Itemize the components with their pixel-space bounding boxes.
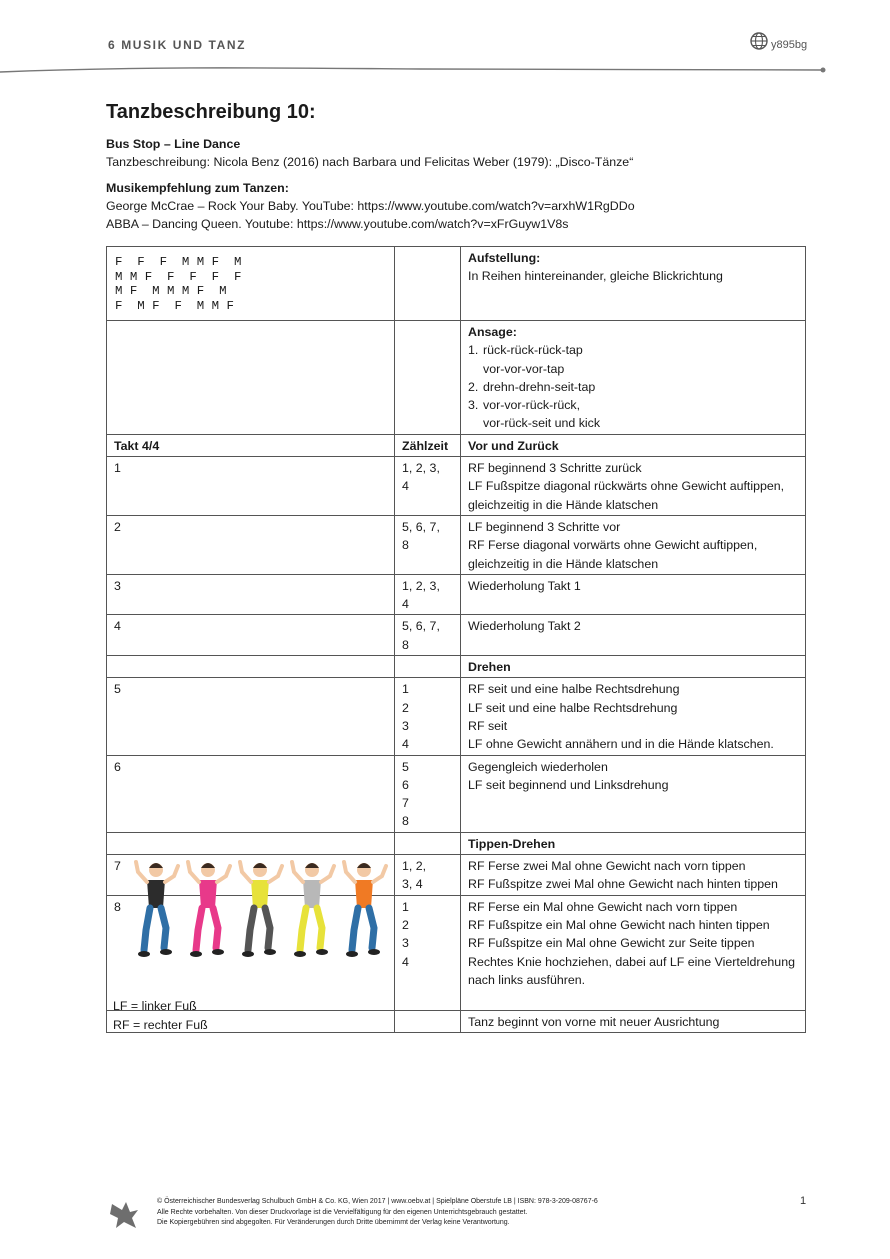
final-note: Tanz beginnt von vorne mit neuer Ausrichtung <box>461 1010 806 1032</box>
section-row <box>107 832 806 854</box>
dancer-part <box>161 908 166 948</box>
dancer-part <box>346 951 358 957</box>
table-row <box>107 755 806 832</box>
description-line: gleichzeitig in die Hände klatschen <box>468 497 659 512</box>
dancer-part <box>212 949 224 955</box>
footer-line: Alle Rechte vorbehalten. Von dieser Druckvorlage ist die Vervielfältigung für den eigenen Unterrichtsgebrauch gestattet. <box>157 1208 528 1216</box>
description-line: RF Fußspitze ein Mal ohne Gewicht nach hinten tippen <box>468 917 770 932</box>
count-line: 1, 2, <box>402 859 427 874</box>
count-line: 1 <box>402 899 409 914</box>
count-cell <box>395 855 461 896</box>
description-line: RF Fußspitze zwei Mal ohne Gewicht nach hinten tippen <box>468 877 778 892</box>
section-row <box>107 656 806 678</box>
description-line: RF seit und eine halbe Rechtsdrehung <box>468 682 680 697</box>
dancer-part <box>149 863 163 868</box>
list-text: rück-rück-rück-tap <box>483 343 583 358</box>
list-text: vor-vor-vor-tap <box>483 361 565 376</box>
setup-text: In Reihen hintereinander, gleiche Blickrichtung <box>468 269 723 284</box>
list-number: 3. <box>468 398 479 413</box>
description-line: gleichzeitig in die Hände klatschen <box>468 556 659 571</box>
table-section-2 <box>107 678 806 832</box>
count-line: 4 <box>402 737 409 752</box>
takt-cell: 4 <box>107 615 395 656</box>
dancer-part <box>136 862 147 882</box>
music-label: Musikempfehlung zum Tanzen: <box>106 181 289 195</box>
count-line: 5, 6, 7, <box>402 619 440 634</box>
description-cell <box>461 855 806 896</box>
description-line: LF beginnend 3 Schritte vor <box>468 519 621 534</box>
dancer-part <box>188 862 199 882</box>
formation-line: F M F F M M F <box>115 298 234 313</box>
count-line: 4 <box>402 479 409 494</box>
formation-line: F F F M M F M <box>115 255 242 269</box>
dancer-part <box>217 866 230 882</box>
setup-row <box>107 247 806 321</box>
announcement-row <box>107 321 806 435</box>
announcement-label: Ansage: <box>468 325 517 339</box>
description-line: RF beginnend 3 Schritte zurück <box>468 461 642 476</box>
section-heading: Vor und Zurück <box>461 434 806 456</box>
footer-copyright <box>157 1197 598 1229</box>
dancer-part <box>199 880 217 908</box>
count-line: 3 <box>402 936 409 951</box>
final-row <box>107 1010 806 1032</box>
description-line: Wiederholung Takt 1 <box>468 578 581 593</box>
table-section-1 <box>107 457 806 656</box>
description-line: LF seit beginnend und Linksdrehung <box>468 777 669 792</box>
formation-grid <box>107 247 395 321</box>
dancer-part <box>294 951 306 957</box>
count-cell <box>395 515 461 574</box>
description-line: LF ohne Gewicht annähern und in die Hände klatschen. <box>468 737 774 752</box>
list-text: vor-rück-seit und kick <box>483 416 601 431</box>
count-line: 6 <box>402 777 409 792</box>
legend-lf: LF = linker Fuß <box>113 999 197 1013</box>
count-cell <box>395 574 461 615</box>
count-line: 4 <box>402 597 409 612</box>
count-line: 1, 2, 3, <box>402 578 440 593</box>
dancer-part <box>196 908 202 950</box>
dancer-part <box>357 863 371 868</box>
dancer-part <box>240 862 251 882</box>
description-line: RF Ferse ein Mal ohne Gewicht nach vorn tippen <box>468 899 738 914</box>
dancer-part <box>213 908 218 948</box>
list-item <box>468 396 799 433</box>
description-cell <box>461 574 806 615</box>
description-cell <box>461 895 806 1010</box>
dancer-part <box>265 908 270 948</box>
description-line: Rechtes Knie hochziehen, dabei auf LF eine Vierteldrehung <box>468 954 795 969</box>
dancer-part <box>160 949 172 955</box>
legend-rf: RF = rechter Fuß <box>113 1018 208 1032</box>
description-line: RF seit <box>468 718 508 733</box>
dancer-part <box>303 880 321 908</box>
dancer-figure <box>292 862 334 957</box>
dancer-part <box>369 908 374 948</box>
dancer-figure <box>240 862 282 957</box>
dancer-part <box>316 949 328 955</box>
description-line: LF seit und eine halbe Rechtsdrehung <box>468 700 678 715</box>
dancer-part <box>165 866 178 882</box>
announcement-cell <box>461 321 806 435</box>
column-header-count: Zählzeit <box>395 434 461 456</box>
list-text: vor-vor-rück-rück, <box>483 398 581 413</box>
music-line-1: George McCrae – Rock Your Baby. YouTube: https://www.youtube.com/watch?v=arxhW1RgDDo <box>106 199 635 213</box>
count-cell <box>395 678 461 755</box>
page-title: Tanzbeschreibung 10: <box>106 101 316 123</box>
table-row <box>107 515 806 574</box>
count-line: 5 <box>402 759 409 774</box>
dancers-illustration <box>126 858 394 960</box>
dancer-part <box>201 863 215 868</box>
dance-subtitle: Bus Stop – Line Dance <box>106 137 241 151</box>
table-row <box>107 457 806 516</box>
dancer-part <box>251 880 269 908</box>
description-cell <box>461 515 806 574</box>
dancer-part <box>317 908 322 948</box>
column-header-takt: Takt 4/4 <box>107 434 395 456</box>
takt-cell: 2 <box>107 515 395 574</box>
dancer-figure <box>136 862 178 957</box>
count-line: 7 <box>402 796 409 811</box>
table-header-row <box>107 434 806 456</box>
online-code: y895bg <box>771 39 808 51</box>
list-item <box>468 378 799 396</box>
count-line: 8 <box>402 538 409 553</box>
section-heading: Drehen <box>461 656 806 678</box>
setup-cell <box>461 247 806 321</box>
count-line: 2 <box>402 917 409 932</box>
count-line: 4 <box>402 954 409 969</box>
dancer-part <box>344 862 355 882</box>
count-cell <box>395 755 461 832</box>
dancer-figure <box>344 862 386 957</box>
description-cell <box>461 678 806 755</box>
header-divider <box>0 60 890 80</box>
description-line: RF Ferse diagonal vorwärts ohne Gewicht auftippen, <box>468 538 758 553</box>
dancer-part <box>373 866 386 882</box>
page-number: 1 <box>800 1195 807 1207</box>
takt-cell: 3 <box>107 574 395 615</box>
dancer-part <box>253 863 267 868</box>
count-line: 8 <box>402 814 409 829</box>
description-line: LF Fußspitze diagonal rückwärts ohne Gewicht auftippen, <box>468 479 785 494</box>
dancer-part <box>147 880 165 908</box>
dancer-part <box>321 866 334 882</box>
dance-description: Tanzbeschreibung: Nicola Benz (2016) nach Barbara und Felicitas Weber (1979): „Disco-Tänze“ <box>106 155 634 169</box>
dancer-part <box>242 951 254 957</box>
formation-line: M M F F F F F <box>115 269 242 284</box>
description-cell <box>461 755 806 832</box>
count-cell <box>395 615 461 656</box>
table-row <box>107 615 806 656</box>
count-line: 3 <box>402 718 409 733</box>
takt-cell: 5 <box>107 678 395 755</box>
dancer-part <box>305 863 319 868</box>
footer-line: © Österreichischer Bundesverlag Schulbuch GmbH & Co. KG, Wien 2017 | www.oebv.at | Spielpläne Oberstufe LB | ISBN: 978-3-209-08767-6 <box>157 1198 598 1205</box>
list-number: 2. <box>468 379 479 394</box>
takt-cell: 6 <box>107 755 395 832</box>
dancer-part <box>352 908 358 950</box>
count-cell <box>395 895 461 1010</box>
setup-label: Aufstellung: <box>468 251 541 265</box>
count-line: 8 <box>402 637 409 652</box>
list-number: 1. <box>468 343 479 358</box>
takt-cell: 8 <box>107 895 395 1010</box>
count-line: 1 <box>402 682 409 697</box>
dancer-figure <box>188 862 230 957</box>
takt-cell: 1 <box>107 457 395 516</box>
formation-line: M F M M M F M <box>115 284 227 299</box>
dancer-part <box>292 862 303 882</box>
description-line: nach links ausführen. <box>468 972 586 987</box>
count-cell <box>395 457 461 516</box>
dancer-part <box>355 880 373 908</box>
publisher-logo-icon <box>108 1198 140 1230</box>
dancer-part <box>138 951 150 957</box>
globe-icon <box>749 31 769 51</box>
dancer-part <box>269 866 282 882</box>
list-item <box>468 341 799 378</box>
description-cell <box>461 615 806 656</box>
dancer-part <box>300 908 306 950</box>
count-line: 5, 6, 7, <box>402 519 440 534</box>
description-line: Wiederholung Takt 2 <box>468 619 581 634</box>
list-text: drehn-drehn-seit-tap <box>483 379 596 394</box>
chapter-title: 6 MUSIK UND TANZ <box>108 38 247 52</box>
dancer-part <box>264 949 276 955</box>
dancer-part <box>190 951 202 957</box>
count-line: 2 <box>402 700 409 715</box>
takt-cell: 7 <box>107 855 395 896</box>
table-row <box>107 574 806 615</box>
dancer-part <box>248 908 254 950</box>
description-line: RF Ferse zwei Mal ohne Gewicht nach vorn tippen <box>468 859 746 874</box>
count-line: 1, 2, 3, <box>402 461 440 476</box>
footer-line: Die Kopiergebühren sind abgegolten. Für Veränderungen durch Dritte übernimmt der Verlag keine Verantwortung. <box>157 1219 510 1226</box>
description-cell <box>461 457 806 516</box>
music-line-2: ABBA – Dancing Queen. Youtube: https://www.youtube.com/watch?v=xFrGuyw1V8s <box>106 217 569 231</box>
dancer-part <box>144 908 150 950</box>
count-line: 3, 4 <box>402 877 423 892</box>
description-line: RF Fußspitze ein Mal ohne Gewicht zur Seite tippen <box>468 936 755 951</box>
section-heading: Tippen-Drehen <box>461 832 806 854</box>
table-row <box>107 678 806 755</box>
dancer-part <box>368 949 380 955</box>
announcement-list <box>468 341 799 432</box>
description-line: Gegengleich wiederholen <box>468 759 608 774</box>
